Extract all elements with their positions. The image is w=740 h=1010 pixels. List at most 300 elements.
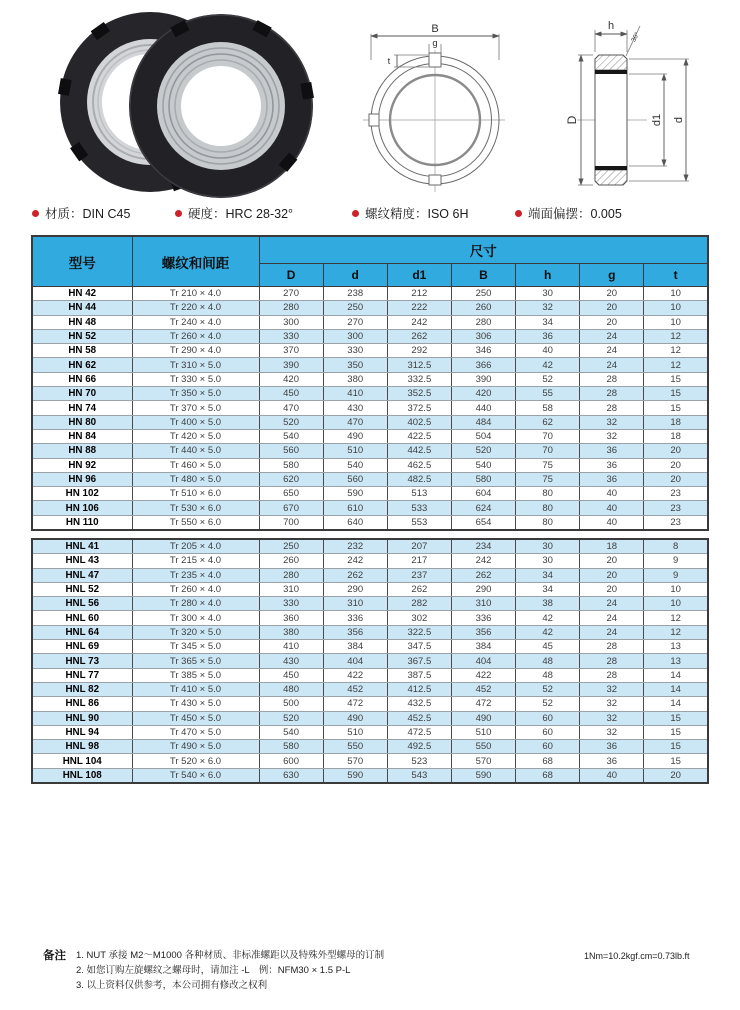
table-cell: Tr 385 × 5.0 [132,668,259,682]
table-cell: 75 [516,458,580,472]
table-cell: 68 [516,754,580,768]
table-cell: HN 110 [32,515,132,530]
table-row [32,582,708,596]
table-cell: 650 [259,487,323,501]
table-row [32,429,708,443]
table-cell: 322.5 [387,625,451,639]
table-cell: 24 [580,344,644,358]
table-cell: HN 48 [32,315,132,329]
table-cell: 212 [387,287,451,301]
table-cell: 42 [516,625,580,639]
table-row [32,611,708,625]
table-cell: 32 [580,415,644,429]
table-cell: 543 [387,768,451,783]
table-cell: 610 [323,501,387,515]
table-cell: 10 [644,287,708,301]
spec-material-text: 材质：DIN C45 [45,207,131,221]
table-row [32,668,708,682]
table-cell: 360 [259,611,323,625]
table-cell: 12 [644,344,708,358]
table-cell: 500 [259,697,323,711]
table-cell: 36 [516,329,580,343]
table-cell: HN 66 [32,372,132,386]
table-cell: Tr 420 × 5.0 [132,429,259,443]
note-item-1: 1. NUT 承接 M2～M1000 各种材质、非标准螺距以及特殊外型螺母的订制 [76,950,385,961]
table-cell: Tr 220 × 4.0 [132,301,259,315]
table-cell: 48 [516,654,580,668]
table-cell: 18 [644,429,708,443]
table-cell: Tr 210 × 4.0 [132,287,259,301]
table-cell: 250 [451,287,515,301]
lock-nut-front [129,14,314,198]
table-cell: Tr 290 × 4.0 [132,344,259,358]
spec-hardness-text: 硬度：HRC 28-32° [188,207,294,221]
table-cell: HN 92 [32,458,132,472]
col-header-model: 型号 [32,236,132,287]
table-cell: 12 [644,611,708,625]
spec-thread-precision [352,204,469,222]
table-cell: Tr 540 × 6.0 [132,768,259,783]
table-cell: 422 [323,668,387,682]
table-cell: 560 [259,444,323,458]
table-cell: 430 [259,654,323,668]
spec-thread-precision-text: 螺纹精度：ISO 6H [365,207,469,221]
table-row [32,501,708,515]
table-cell: 10 [644,582,708,596]
table-cell: 604 [451,487,515,501]
table-cell: 412.5 [387,682,451,696]
table-cell: 12 [644,625,708,639]
table-cell: 422 [451,668,515,682]
table-cell: Tr 345 × 5.0 [132,640,259,654]
table-cell: 52 [516,682,580,696]
table-cell: 80 [516,515,580,530]
table-cell: 32 [580,682,644,696]
table-cell: Tr 490 × 5.0 [132,740,259,754]
table-row [32,640,708,654]
table-cell: 380 [259,625,323,639]
table-cell: 330 [259,329,323,343]
table-cell: 330 [323,344,387,358]
table-cell: 28 [580,372,644,386]
table-cell: Tr 440 × 5.0 [132,444,259,458]
table-cell: 250 [323,301,387,315]
table-cell: 24 [580,611,644,625]
dim-label-t: t [387,56,391,67]
table-cell: 8 [644,539,708,554]
notes-list [76,948,384,993]
table-cell: 20 [580,568,644,582]
table-cell: Tr 370 × 5.0 [132,401,259,415]
table-cell: HNL 86 [32,697,132,711]
table-cell: 387.5 [387,668,451,682]
table-cell: 68 [516,768,580,783]
table-cell: Tr 365 × 5.0 [132,654,259,668]
table-cell: HNL 69 [32,640,132,654]
table-row [32,387,708,401]
table-cell: 18 [580,539,644,554]
table-cell: 20 [644,768,708,783]
table-cell: 450 [259,668,323,682]
table-cell: 540 [451,458,515,472]
table-cell: 472 [323,697,387,711]
table-cell: 45 [516,640,580,654]
table-cell: Tr 235 × 4.0 [132,568,259,582]
table-cell: 23 [644,501,708,515]
table-row [32,444,708,458]
table-row [32,539,708,554]
table-row [32,740,708,754]
table-cell: 533 [387,501,451,515]
table-cell: 484 [451,415,515,429]
table-cell: 260 [259,554,323,568]
table-cell: 700 [259,515,323,530]
note-item-2: 2. 如您订购左旋螺纹之螺母时，请加注 -L 例：NFM30 × 1.5 P-L [76,965,351,976]
table-cell: 42 [516,358,580,372]
table-cell: 48 [516,668,580,682]
table-cell: 384 [323,640,387,654]
table-cell: 15 [644,372,708,386]
table-cell: 15 [644,725,708,739]
table-row [32,329,708,343]
table-cell: 9 [644,568,708,582]
table-row [32,287,708,301]
table-row [32,358,708,372]
table-cell: 590 [323,768,387,783]
table-cell: Tr 400 × 5.0 [132,415,259,429]
table-cell: 510 [323,725,387,739]
table-cell: 28 [580,654,644,668]
table-cell: 513 [387,487,451,501]
table-cell: 470 [323,415,387,429]
table-row [32,568,708,582]
col-header-dims: 尺寸 [259,236,708,264]
table-cell: Tr 460 × 5.0 [132,458,259,472]
dim-label-d1: d1 [651,113,663,127]
table-cell: 422.5 [387,429,451,443]
slot-left [369,114,379,126]
table-cell: 280 [259,568,323,582]
table-cell: HNL 82 [32,682,132,696]
table-cell: HN 102 [32,487,132,501]
table-cell: Tr 280 × 4.0 [132,597,259,611]
table-cell: 60 [516,740,580,754]
table-cell: 15 [644,740,708,754]
table-cell: 234 [451,539,515,554]
table-cell: Tr 450 × 5.0 [132,711,259,725]
col-header-h: h [516,264,580,287]
table-cell: Tr 215 × 4.0 [132,554,259,568]
table-cell: 30 [516,539,580,554]
table-cell: Tr 320 × 5.0 [132,625,259,639]
dim-label-h: h [607,20,615,32]
table-cell: 13 [644,654,708,668]
table-cell: 310 [451,597,515,611]
table-cell: 270 [259,287,323,301]
table-cell: 30 [516,554,580,568]
table-cell: 550 [451,740,515,754]
table-row [32,401,708,415]
table-cell: 270 [323,315,387,329]
table-cell: 452 [451,682,515,696]
table-cell: 462.5 [387,458,451,472]
table-cell: HNL 47 [32,568,132,582]
table-cell: HNL 108 [32,768,132,783]
table-row [32,682,708,696]
table-cell: 36 [580,740,644,754]
table-cell: 23 [644,487,708,501]
hnl-table-wrap [31,538,709,784]
table-cell: HN 44 [32,301,132,315]
table-cell: HN 70 [32,387,132,401]
table-cell: 36 [580,754,644,768]
table-cell: 15 [644,387,708,401]
table-cell: HN 88 [32,444,132,458]
table-cell: 630 [259,768,323,783]
table-cell: 410 [259,640,323,654]
table-cell: 280 [259,301,323,315]
table-cell: 292 [387,344,451,358]
table-cell: Tr 550 × 6.0 [132,515,259,530]
table-cell: 520 [259,415,323,429]
table-cell: 242 [323,554,387,568]
table-cell: HN 84 [32,429,132,443]
slot-bottom [429,175,441,185]
table-row [32,458,708,472]
table-cell: 20 [580,554,644,568]
table-cell: Tr 480 × 5.0 [132,472,259,486]
dim-label-B: B [431,23,439,35]
table-cell: 312.5 [387,358,451,372]
col-header-B: B [451,264,515,287]
table-cell: 442.5 [387,444,451,458]
table-cell: 10 [644,315,708,329]
front-view-drawing [350,8,505,204]
table-cell: 370 [259,344,323,358]
table-row [32,768,708,783]
table-cell: 12 [644,329,708,343]
table-cell: 372.5 [387,401,451,415]
table-cell: 290 [323,582,387,596]
table-cell: 52 [516,372,580,386]
table-cell: 40 [580,768,644,783]
table-cell: 336 [323,611,387,625]
table-cell: HNL 77 [32,668,132,682]
table-cell: 310 [323,597,387,611]
table-cell: HN 80 [32,415,132,429]
table-cell: 510 [451,725,515,739]
table-cell: 624 [451,501,515,515]
table-cell: 15 [644,401,708,415]
table-cell: 452.5 [387,711,451,725]
table-cell: HN 58 [32,344,132,358]
table-cell: 410 [323,387,387,401]
table-cell: 570 [323,754,387,768]
table-cell: 36 [580,458,644,472]
table-cell: 480 [259,682,323,696]
table-cell: 302 [387,611,451,625]
table-cell: Tr 410 × 5.0 [132,682,259,696]
table-cell: 570 [451,754,515,768]
table-cell: 490 [323,711,387,725]
table-cell: 40 [580,501,644,515]
table-cell: 390 [259,358,323,372]
table-cell: HN 96 [32,472,132,486]
table-cell: 540 [323,458,387,472]
table-cell: 332.5 [387,372,451,386]
table-cell: 600 [259,754,323,768]
table-cell: 384 [451,640,515,654]
table-row [32,754,708,768]
col-header-d1: d1 [387,264,451,287]
table-cell: 540 [259,725,323,739]
table-cell: 30 [516,287,580,301]
table-cell: 420 [259,372,323,386]
table-cell: 58 [516,401,580,415]
table-cell: 510 [323,444,387,458]
table-cell: 470 [259,401,323,415]
table-cell: Tr 470 × 5.0 [132,725,259,739]
table-cell: 20 [580,582,644,596]
table-cell: 55 [516,387,580,401]
table-cell: 34 [516,582,580,596]
table-cell: 472.5 [387,725,451,739]
table-cell: HNL 73 [32,654,132,668]
table-cell: 20 [580,301,644,315]
table-row [32,315,708,329]
table-cell: 654 [451,515,515,530]
table-cell: 590 [323,487,387,501]
table-cell: 432.5 [387,697,451,711]
table-cell: 242 [451,554,515,568]
table-row [32,472,708,486]
table-cell: 34 [516,568,580,582]
table-cell: 20 [644,458,708,472]
table-row [32,344,708,358]
table-cell: 346 [451,344,515,358]
table-cell: 553 [387,515,451,530]
dim-label-angle: 30° [630,31,642,44]
table-cell: 62 [516,415,580,429]
table-cell: 24 [580,358,644,372]
table-cell: 80 [516,501,580,515]
table-cell: 452 [323,682,387,696]
table-cell: 242 [387,315,451,329]
table-cell: 347.5 [387,640,451,654]
table-cell: 300 [323,329,387,343]
table-cell: 222 [387,301,451,315]
table-cell: 20 [580,287,644,301]
table-cell: 402.5 [387,415,451,429]
table-cell: 262 [323,568,387,582]
table-cell: 310 [259,582,323,596]
table-cell: Tr 510 × 6.0 [132,487,259,501]
table-cell: HNL 94 [32,725,132,739]
table-cell: 262 [451,568,515,582]
table-cell: 28 [580,401,644,415]
table-row [32,487,708,501]
table-row [32,697,708,711]
bullet-icon [515,210,522,217]
table-cell: 9 [644,554,708,568]
table-cell: 14 [644,682,708,696]
table-row [32,415,708,429]
table-cell: 520 [451,444,515,458]
table-row [32,301,708,315]
table-cell: 14 [644,668,708,682]
table-cell: 367.5 [387,654,451,668]
table-cell: HNL 104 [32,754,132,768]
table-cell: 15 [644,711,708,725]
table-cell: Tr 520 × 6.0 [132,754,259,768]
table-cell: 590 [451,768,515,783]
table-row [32,554,708,568]
table-cell: HNL 60 [32,611,132,625]
table-cell: 40 [516,344,580,358]
table-cell: 560 [323,472,387,486]
table-row [32,625,708,639]
table-cell: 28 [580,640,644,654]
table-cell: 60 [516,711,580,725]
table-cell: 32 [580,711,644,725]
bullet-icon [352,210,359,217]
table-cell: HN 52 [32,329,132,343]
product-photo [48,6,318,202]
table-cell: 40 [580,515,644,530]
table-cell: 404 [451,654,515,668]
table-cell: 15 [644,754,708,768]
table-cell: 70 [516,429,580,443]
section-view-drawing [565,8,740,204]
table-cell: 24 [580,625,644,639]
col-header-D: D [259,264,323,287]
table-cell: 207 [387,539,451,554]
table-cell: HNL 90 [32,711,132,725]
bullet-icon [175,210,182,217]
table-cell: 380 [323,372,387,386]
table-cell: 356 [323,625,387,639]
col-header-g: g [580,264,644,287]
table-row [32,711,708,725]
table-cell: 32 [580,725,644,739]
table-cell: 28 [580,668,644,682]
table-cell: HN 74 [32,401,132,415]
table-cell: 10 [644,597,708,611]
table-cell: 300 [259,315,323,329]
table-cell: 14 [644,697,708,711]
table-cell: 504 [451,429,515,443]
note-item-3: 3. 以上资料仅供参考，本公司拥有修改之权利 [76,980,268,991]
table-cell: 550 [323,740,387,754]
table-cell: 472 [451,697,515,711]
table-cell: Tr 240 × 4.0 [132,315,259,329]
table-cell: 38 [516,597,580,611]
table-cell: 75 [516,472,580,486]
table-cell: 34 [516,315,580,329]
table-cell: 390 [451,372,515,386]
table-cell: 580 [259,458,323,472]
table-cell: Tr 310 × 5.0 [132,358,259,372]
table-cell: HN 42 [32,287,132,301]
table-cell: 404 [323,654,387,668]
table-cell: 282 [387,597,451,611]
table-cell: 490 [323,429,387,443]
table-cell: 24 [580,329,644,343]
table-cell: HNL 41 [32,539,132,554]
table-cell: 490 [451,711,515,725]
table-cell: 70 [516,444,580,458]
hn-table-wrap [31,235,709,531]
